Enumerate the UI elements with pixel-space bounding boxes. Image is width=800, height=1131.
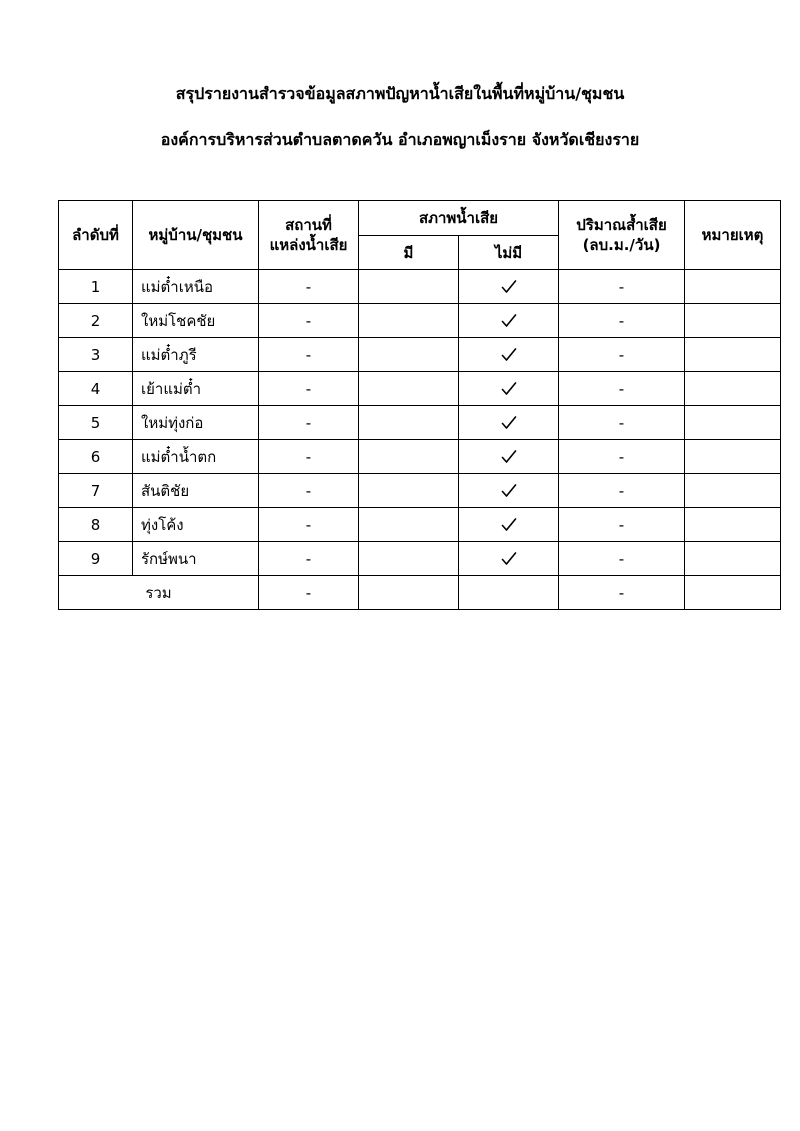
cell-location: - [259,338,359,372]
cell-seq: 6 [59,440,133,474]
table-row [59,304,781,338]
cell-location: - [259,542,359,576]
cell-seq: 7 [59,474,133,508]
total-volume: - [559,576,685,610]
table-body [59,270,781,576]
header-remark: หมายเหตุ [685,201,781,270]
cell-remark [685,372,781,406]
total-has [359,576,459,610]
header-location-line2: แหล่งน้ำเสีย [269,236,348,254]
cell-volume: - [559,406,685,440]
cell-location: - [259,270,359,304]
cell-has [359,372,459,406]
total-label: รวม [59,576,259,610]
cell-has [359,406,459,440]
cell-village: แม่ต๋ำน้ำตก [133,440,259,474]
cell-village: รักษ์พนา [133,542,259,576]
table-row [59,542,781,576]
cell-volume: - [559,542,685,576]
cell-has [359,542,459,576]
cell-seq: 9 [59,542,133,576]
cell-has [359,338,459,372]
checkmark-icon [501,550,517,568]
cell-none [459,542,559,576]
header-volume-line2: (ลบ.ม./วัน) [582,236,661,254]
header-village: หมู่บ้าน/ชุมชน [133,201,259,270]
cell-volume: - [559,372,685,406]
cell-volume: - [559,440,685,474]
cell-remark [685,270,781,304]
cell-seq: 4 [59,372,133,406]
header-location-line1: สถานที่ [285,216,332,234]
cell-has [359,304,459,338]
checkmark-icon [501,380,517,398]
table-row [59,338,781,372]
cell-remark [685,474,781,508]
table-row [59,440,781,474]
cell-none [459,440,559,474]
cell-village: แม่ต๋ำภูรี [133,338,259,372]
cell-location: - [259,508,359,542]
cell-volume: - [559,338,685,372]
header-condition: สภาพน้ำเสีย [359,201,559,236]
cell-volume: - [559,508,685,542]
cell-remark [685,440,781,474]
checkmark-icon [501,516,517,534]
cell-remark [685,304,781,338]
table-row [59,474,781,508]
checkmark-icon [501,278,517,296]
checkmark-icon [501,482,517,500]
cell-remark [685,406,781,440]
cell-location: - [259,304,359,338]
cell-village: ใหม่โชคชัย [133,304,259,338]
cell-none [459,508,559,542]
cell-village: ทุ่งโค้ง [133,508,259,542]
cell-volume: - [559,304,685,338]
total-row [59,576,781,610]
cell-has [359,270,459,304]
checkmark-icon [501,346,517,364]
cell-remark [685,542,781,576]
header-has: มี [359,236,459,270]
cell-village: ใหม่ทุ่งก่อ [133,406,259,440]
cell-seq: 5 [59,406,133,440]
report-subtitle: องค์การบริหารส่วนตำบลตาดควัน อำเภอพญาเม็งราย จังหวัดเชียงราย [160,130,640,149]
header-location [259,201,359,270]
total-location: - [259,576,359,610]
total-none [459,576,559,610]
total-remark [685,576,781,610]
cell-location: - [259,406,359,440]
cell-has [359,508,459,542]
cell-village: แม่ต๋ำเหนือ [133,270,259,304]
cell-village: สันติชัย [133,474,259,508]
cell-none [459,270,559,304]
table-row [59,406,781,440]
cell-none [459,406,559,440]
cell-seq: 8 [59,508,133,542]
header-seq: ลำดับที่ [59,201,133,270]
cell-volume: - [559,474,685,508]
table-row [59,372,781,406]
checkmark-icon [501,312,517,330]
cell-location: - [259,474,359,508]
wastewater-survey-table [58,200,781,610]
checkmark-icon [501,414,517,432]
cell-has [359,440,459,474]
cell-remark [685,508,781,542]
cell-seq: 3 [59,338,133,372]
cell-seq: 1 [59,270,133,304]
checkmark-icon [501,448,517,466]
header-volume-line1: ปริมาณส้ำเสีย [576,216,667,234]
cell-none [459,304,559,338]
cell-none [459,372,559,406]
cell-location: - [259,372,359,406]
cell-volume: - [559,270,685,304]
cell-none [459,474,559,508]
cell-village: เย้าแม่ต๋ำ [133,372,259,406]
header-volume [559,201,685,270]
header-none: ไม่มี [459,236,559,270]
cell-seq: 2 [59,304,133,338]
cell-none [459,338,559,372]
cell-location: - [259,440,359,474]
table-row [59,508,781,542]
table-row [59,270,781,304]
report-title: สรุปรายงานสำรวจข้อมูลสภาพปัญหาน้ำเสียในพื้นที่หมู่บ้าน/ชุมชน [175,84,625,103]
cell-has [359,474,459,508]
cell-remark [685,338,781,372]
